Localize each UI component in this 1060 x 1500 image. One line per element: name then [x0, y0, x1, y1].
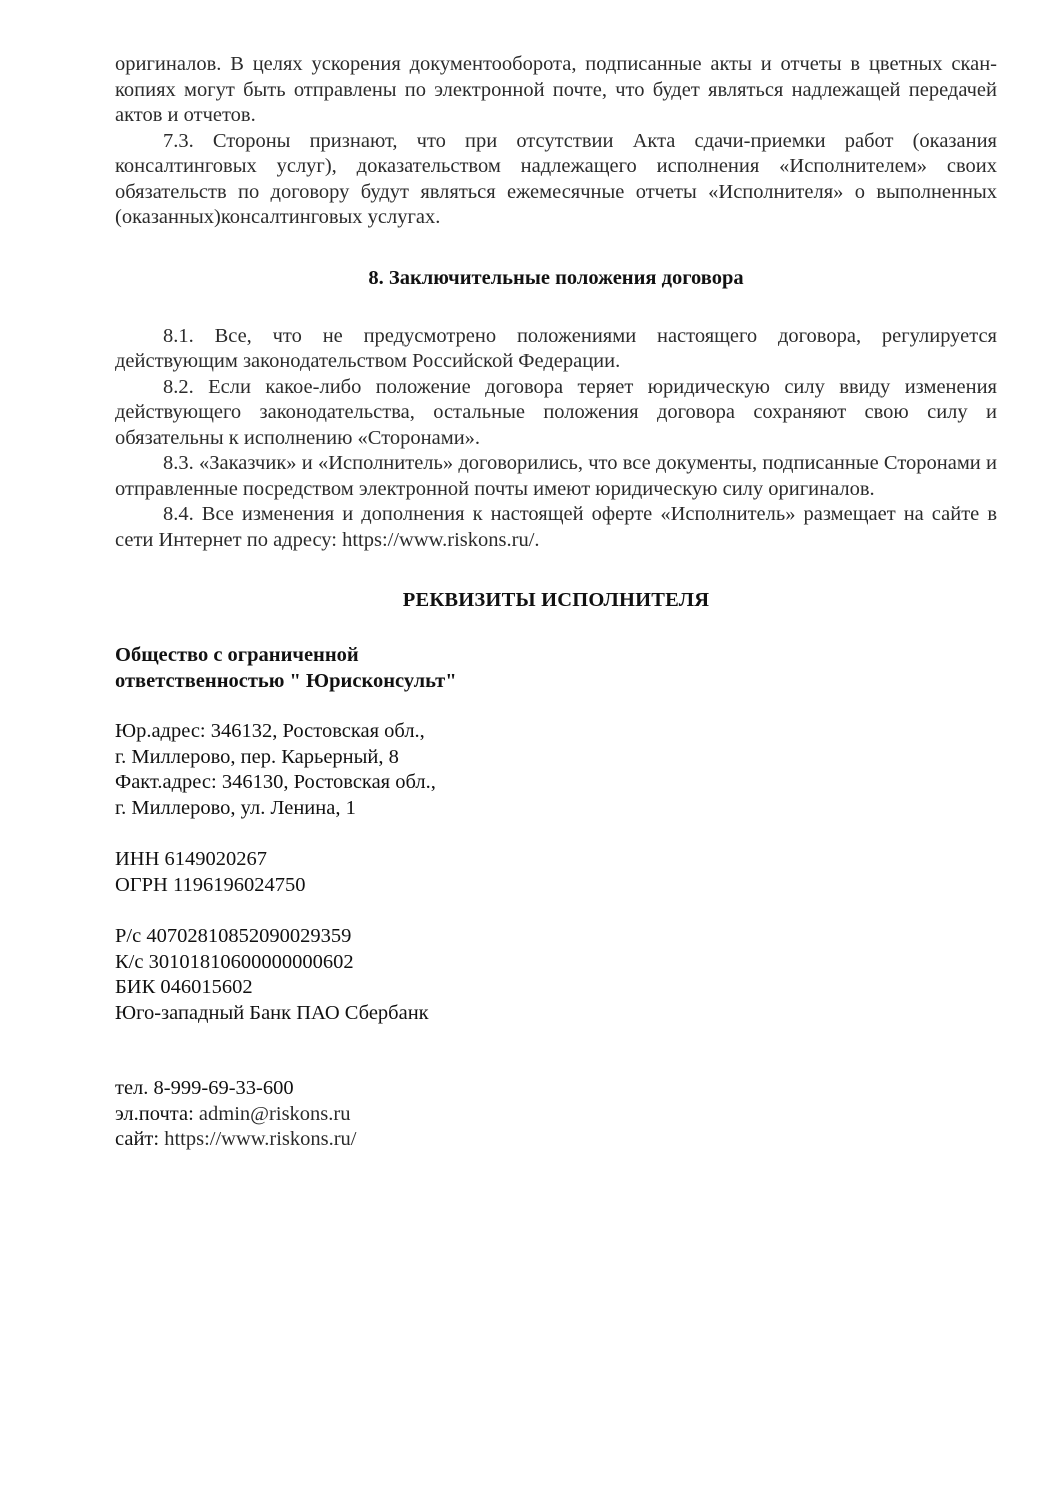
bik: БИК 046015602 [115, 976, 253, 998]
actual-address-line-1: Факт.адрес: 346130, Ростовская обл., [115, 771, 436, 793]
document-body [115, 52, 997, 1153]
settlement-account: Р/с 40702810852090029359 [115, 925, 352, 947]
section-8-title: 8. Заключительные положения договора [368, 266, 744, 289]
legal-address-line-2: г. Миллерово, пер. Карьерный, 8 [115, 745, 399, 768]
paragraph-8-3: 8.3. «Заказчик» и «Исполнитель» договорились, что все документы, подписанные Сторонами и отправленные посредством электронной почты имеют юридическую силу оригиналов. [115, 452, 997, 500]
paragraph-8-1: 8.1. Все, что не предусмотрено положениями настоящего договора, регулируется действующим законодательством Российской Федерации. [115, 324, 997, 372]
org-name-line-1: Общество с ограниченной [115, 644, 359, 666]
email-link[interactable]: admin@riskons.ru [198, 1102, 351, 1125]
paragraph-8-2: 8.2. Если какое-либо положение договора теряет юридическую силу ввиду изменения действующего законодательства, остальные положения договора сохраняют свою силу и обязательны к исполнению «Сторонами». [115, 375, 997, 449]
paragraph-7-3: 7.3. Стороны признают, что при отсутствии Акта сдачи-приемки работ (оказания консалтинговых услуг), доказательством надлежащего исполнения «Исполнителем» своих обязательств по договору будут являться ежемесячные отчеты «Исполнителя» о выполненных (оказанных)консалтинговых услугах. [115, 129, 997, 228]
actual-address-line-2: г. Миллерово, ул. Ленина, 1 [115, 796, 356, 819]
correspondent-account: К/с 30101810600000000602 [115, 950, 354, 973]
legal-address-line-1: Юр.адрес: 346132, Ростовская обл., [115, 720, 425, 742]
paragraph-8-4: 8.4. Все изменения и дополнения к настоящей оферте «Исполнитель» размещает на сайте в сети Интернет по адресу: https://www.riskons.ru/. [115, 503, 997, 551]
bank-name: Юго-западный Банк ПАО Сбербанк [115, 1001, 429, 1024]
email-label: эл.почта: [115, 1102, 199, 1125]
org-name-line-2: ответственностью " Юрисконсульт" [115, 669, 457, 692]
paragraph-7-2-continued: оригиналов. В целях ускорения документооборота, подписанные акты и отчеты в цветных скан-копиях могут быть отправлены по электронной почте, что будет являться надлежащей передачей актов и отчетов. [115, 53, 997, 126]
requisites-title: РЕКВИЗИТЫ ИСПОЛНИТЕЛЯ [402, 589, 710, 611]
site-label: сайт: [115, 1128, 165, 1150]
email-line [115, 1102, 997, 1128]
site-link[interactable]: https://www.riskons.ru/ [164, 1128, 357, 1150]
ogrn: ОГРН 1196196024750 [115, 873, 306, 896]
site-line [115, 1127, 997, 1153]
requisites-block [115, 643, 997, 1153]
phone: тел. 8-999-69-33-600 [115, 1077, 294, 1099]
inn: ИНН 6149020267 [115, 848, 268, 870]
